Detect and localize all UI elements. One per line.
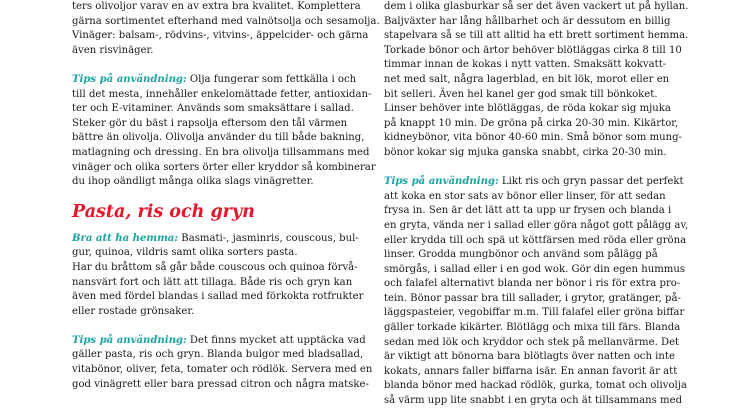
text-line: net med salt, några lagerblad, en bit lök, morot eller en bbox=[384, 73, 670, 85]
text-line: dem i olika glasburkar så ser det även vackert ut på hyllan. bbox=[384, 1, 689, 12]
text-line bbox=[72, 232, 372, 247]
text-line: Har du bråttom så går både couscous och quinoa förvå- bbox=[72, 261, 358, 273]
text-line: tein. Bönor passar bra till sallader, i grytor, gratänger, på- bbox=[384, 292, 681, 304]
text-line: gäller pasta, ris och gryn. Blanda bulgor med bladsallad, bbox=[72, 349, 364, 361]
legumes-tips-paragraph bbox=[384, 175, 689, 409]
pasta-pantry-paragraph bbox=[72, 232, 372, 320]
text-line: Baljväxter har lång hållbarhet och är dessutom en billig bbox=[384, 15, 671, 27]
text-line: så värm upp lite snabbt i en gryta och ät tillsammans med bbox=[384, 395, 683, 407]
text-line: Steker gör du bäst i rapsolja eftersom den tål värmen bbox=[72, 117, 348, 129]
text-line: en gryta, vända ner i sallad eller göra något gott pålägg av, bbox=[384, 219, 689, 231]
text-line bbox=[384, 175, 684, 190]
tips-label: Tips på användning: bbox=[72, 334, 187, 346]
text-line bbox=[72, 334, 372, 349]
text-line: och falafel alternativt blanda ner bönor i ris för extra pro- bbox=[384, 278, 681, 290]
text-line: eller rostade grönsaker. bbox=[72, 305, 195, 317]
text-line: sedan med lök och kryddor och stek på mellanvärme. Det bbox=[384, 336, 680, 348]
text-line bbox=[72, 73, 372, 88]
right-column bbox=[384, 0, 689, 409]
text-run: Det finns mycket att upptäcka vad bbox=[186, 334, 366, 346]
text-line: på knappt 10 min. De gröna på cirka 20-30 min. Kikärtor, bbox=[384, 117, 679, 129]
text-line: även med fördel blandas i sallad med förkokta rotfrukter bbox=[72, 291, 364, 303]
tips-label: Tips på användning: bbox=[384, 176, 499, 188]
text-line: läggspasteier, vegobiffar m.m. Till falafel eller gröna biffar bbox=[384, 307, 685, 319]
text-line: Vinäger: balsam-, rödvins-, vitvins-, äppelcider- och gärna bbox=[72, 30, 369, 42]
text-line: vinäger och olika sorters örter eller kryddor så kombinerar bbox=[72, 161, 376, 173]
left-column bbox=[72, 0, 380, 392]
text-line: Torkade bönor och ärtor behöver blötläggas cirka 8 till 10 bbox=[384, 44, 682, 56]
text-line: gärna sortimentet efterhand med valnötsolja och sesamolja. bbox=[72, 15, 380, 27]
text-line: kokats, annars faller biffarna isär. En annan favorit är att bbox=[384, 365, 678, 377]
text-line: matlagning och dressing. En bra olivolja tillsammans med bbox=[72, 146, 370, 158]
text-line: gäller torkade kikärter. Blötlägg och mixa till färs. Blanda bbox=[384, 322, 681, 334]
text-line: bönor kokar sig mjuka ganska snabbt, cirka 20-30 min. bbox=[384, 146, 667, 158]
text-run: Basmati-, jasminris, couscous, bul- bbox=[178, 232, 359, 244]
text-line: till det mesta, innehåller enkelomättade fetter, antioxidan- bbox=[72, 88, 372, 100]
text-run: Likt ris och gryn passar det perfekt bbox=[498, 176, 684, 188]
text-line: bit selleri. Även hel kanel ger god smak till bönkoket. bbox=[384, 88, 658, 100]
text-line: ter och E-vitaminer. Används som smaksättare i sallad. bbox=[72, 103, 354, 115]
text-line: gur, quinoa, vildris samt olika sorters pasta. bbox=[72, 247, 298, 259]
text-line: linser. Grodda mungbönor och använd som pålägg på bbox=[384, 249, 658, 261]
text-run: Olja fungerar som fettkälla i och bbox=[186, 73, 357, 85]
pasta-tips-paragraph bbox=[72, 334, 372, 392]
text-line: är viktigt att bönorna bara blötlagts över natten och inte bbox=[384, 351, 675, 363]
text-line: nansvärt fort och lätt att tillaga. Både ris och gryn kan bbox=[72, 276, 353, 288]
text-line: frysa in. Sen är det lätt att ta upp ur frysen och blanda i bbox=[384, 205, 672, 217]
oil-tips-paragraph bbox=[72, 73, 376, 190]
bra-att-ha-label: Bra att ha hemma: bbox=[72, 232, 179, 244]
text-line: kidneybönor, vita bönor 40-60 min. Små bönor som mung- bbox=[384, 132, 682, 144]
text-line: smörgås, i sallad eller i en god wok. Gör din egen hummus bbox=[384, 263, 686, 275]
text-line: du ihop oändligt många olika slags vinägretter. bbox=[72, 176, 314, 188]
text-line: bättre än olivolja. Olivolja använder du till både bakning, bbox=[72, 132, 365, 144]
oil-vinegar-paragraph bbox=[72, 0, 380, 58]
text-line: eller krydda till och spä ut köttfärsen med röda eller gröna bbox=[384, 234, 687, 246]
tips-label: Tips på användning: bbox=[72, 73, 187, 85]
text-line: Linser behöver inte blötläggas, de röda kokar sig mjuka bbox=[384, 103, 671, 115]
text-line: ters olivoljor varav en av extra bra kvalitet. Komplettera bbox=[72, 1, 361, 12]
section-heading-pasta: Pasta, ris och gryn bbox=[72, 201, 255, 222]
text-line: timmar innan de kokas i nytt vatten. Smaksätt kokvatt- bbox=[384, 59, 667, 71]
text-line: stapelvara så se till att alltid ha ett brett sortiment hemma. bbox=[384, 30, 689, 42]
text-line: att koka en stor sats av bönor eller linser, för att sedan bbox=[384, 190, 666, 202]
text-line: blanda bönor med hackad rödlök, gurka, tomat och olivolja bbox=[384, 380, 687, 392]
legumes-paragraph bbox=[384, 0, 689, 161]
text-line: god vinägrett eller bara pressad citron och några matske- bbox=[72, 378, 369, 390]
text-line: vitabönor, oliver, feta, tomater och rödlök. Servera med en bbox=[72, 364, 373, 376]
text-line: även risvinäger. bbox=[72, 44, 154, 56]
